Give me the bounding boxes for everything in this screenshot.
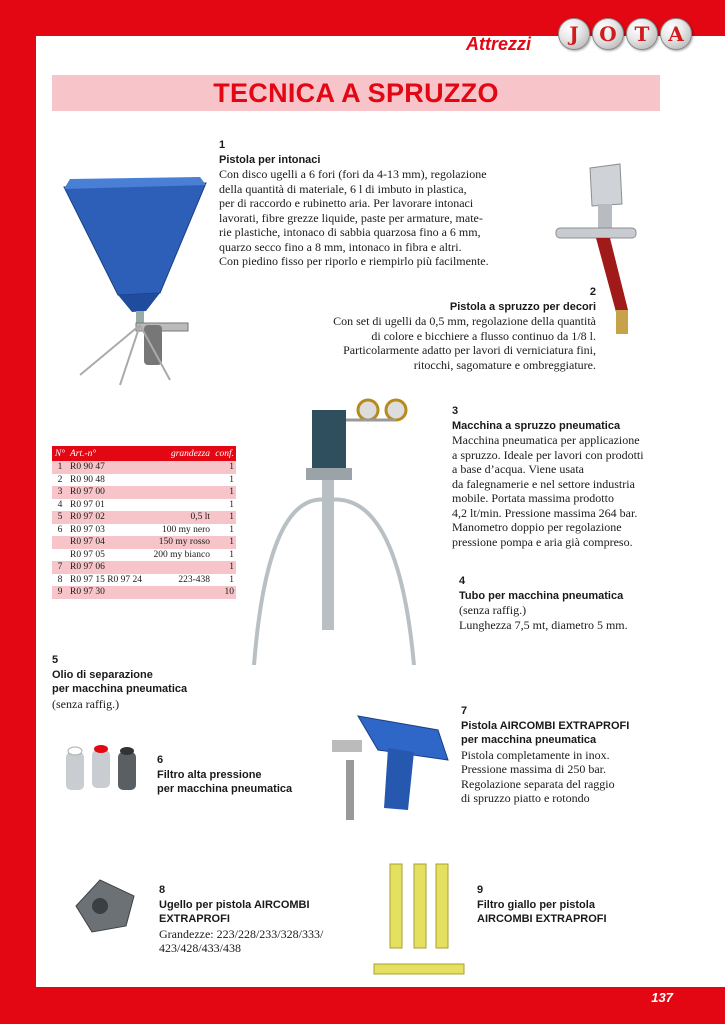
item-4	[459, 574, 669, 632]
cell-article: R0 97 30	[68, 586, 148, 599]
cell-number: 6	[57, 524, 63, 535]
table-row	[52, 561, 236, 574]
item-3	[452, 404, 682, 549]
item-2	[300, 285, 596, 372]
cell-number: 2	[57, 474, 63, 485]
item-1	[219, 138, 509, 269]
item-description: Pistola completamente in inox. Pressione massima di 250 bar. Regolazione separata del raggio di spruzzo piatto e rotondo	[461, 747, 615, 805]
cell-pack: 1	[212, 536, 236, 549]
table-header-row	[52, 446, 236, 461]
item-9	[477, 883, 657, 927]
cell-size	[148, 461, 212, 474]
cell-article: R0 97 04	[68, 536, 148, 549]
page-title: TECNICA A SPRUZZO	[213, 78, 499, 108]
cell-pack: 10	[212, 586, 236, 599]
cell-pack: 1	[229, 499, 234, 510]
item-description: (senza raffig.) Lunghezza 7,5 mt, diametro 5 mm.	[459, 603, 628, 632]
cell-pack: 1	[229, 474, 234, 485]
item-description: Macchina pneumatica per applicazione a spruzzo. Ideale per lavori con prodotti a base d’acqua. Viene usata da falegnamerie e nel settore industria mobile. Portata massima prodotto 4,2 lt/min. Pressione massima 264 bar. Manometro doppio per regolazione pressione pompa e aria già compreso.	[452, 433, 644, 549]
table-row	[52, 499, 236, 512]
item-number: 6	[157, 754, 164, 766]
logo-letter: O	[592, 18, 624, 50]
cell-pack: 1	[212, 486, 236, 499]
cell-article: R0 97 01	[70, 499, 105, 510]
item-7	[461, 704, 671, 806]
brand-logo	[558, 18, 692, 50]
cell-article: R0 97 06	[68, 561, 148, 574]
yellow-filter-illustration	[372, 860, 467, 980]
cell-article: R0 97 05	[70, 549, 105, 560]
item-name: Pistola per intonaci	[219, 153, 321, 166]
table-row	[52, 511, 236, 524]
article-table	[52, 446, 236, 599]
cell-size	[148, 586, 212, 599]
cell-pack: 1	[229, 549, 234, 560]
item-number: 4	[459, 575, 466, 587]
item-5	[52, 653, 222, 711]
cell-size	[148, 499, 212, 512]
logo-letter: J	[558, 18, 590, 50]
table-row	[52, 486, 236, 499]
cell-size: 150 my rosso	[148, 536, 212, 549]
item-6	[157, 753, 317, 797]
item-number: 1	[219, 139, 226, 151]
item-name: Olio di separazione per macchina pneumatica	[52, 668, 188, 695]
cell-article: R0 97 15 R0 97 24	[70, 574, 143, 585]
item-number: 9	[477, 884, 484, 896]
item-name: Filtro alta pressione per macchina pneumatica	[157, 768, 293, 795]
table-row	[52, 524, 236, 537]
cell-number: 9	[52, 586, 68, 599]
table-row	[52, 536, 236, 549]
cell-size: 0,5 lt	[148, 511, 212, 524]
cell-pack: 1	[212, 461, 236, 474]
cell-size	[148, 561, 212, 574]
cell-size: 100 my nero	[161, 524, 210, 535]
item-number: 8	[159, 884, 166, 896]
item-8	[159, 883, 359, 956]
aircombi-nozzle-illustration	[70, 876, 140, 936]
cell-pack: 1	[229, 524, 234, 535]
cell-number	[52, 549, 68, 562]
cell-article: R0 97 03	[70, 524, 105, 535]
pneumatic-sprayer-illustration	[248, 390, 418, 665]
table-row	[52, 474, 236, 487]
cell-article: R0 97 00	[68, 486, 148, 499]
cell-pack: 1	[212, 511, 236, 524]
item-name: Tubo per macchina pneumatica	[459, 589, 624, 602]
plaster-hopper-gun-illustration	[60, 175, 210, 400]
cell-pack: 1	[212, 561, 236, 574]
item-description: Con set di ugelli da 0,5 mm, regolazione della quantità di colore e bicchiere a flusso continuo da 1/8 l. Particolarmente adatto per lavori di verniciatura fini, ritocchi, sagomature e ombreggiature.	[333, 314, 596, 372]
item-name: Ugello per pistola AIRCOMBI EXTRAPROFI	[159, 898, 310, 925]
footer-bar	[0, 987, 725, 1024]
col-number: N°	[52, 446, 68, 461]
page-number: 137	[651, 990, 673, 1005]
cell-number: 4	[57, 499, 63, 510]
section-label: Attrezzi	[466, 34, 532, 54]
item-name: Pistola AIRCOMBI EXTRAPROFI per macchina pneumatica	[461, 719, 630, 746]
cell-number: 7	[52, 561, 68, 574]
cell-size	[148, 474, 212, 487]
aircombi-gun-illustration	[318, 700, 458, 835]
item-number: 5	[52, 654, 59, 666]
item-name: Filtro giallo per pistola AIRCOMBI EXTRAPROFI	[477, 898, 607, 925]
col-article: Art.-n°	[68, 446, 148, 461]
table-row	[52, 549, 236, 562]
table-row	[52, 586, 236, 599]
cell-size: 223-438	[178, 574, 210, 585]
cell-number: 5	[52, 511, 68, 524]
item-number: 2	[589, 286, 596, 298]
cell-size	[148, 486, 212, 499]
item-description: Grandezze: 223/228/233/328/333/ 423/428/433/438	[159, 926, 324, 955]
cell-pack: 1	[229, 574, 234, 585]
item-description: Con disco ugelli a 6 fori (fori da 4-13 mm), regolazione della quantità di materiale, 6 l di imbuto in plastica, per di raccordo e rubinetto aria. Per lavorare intonaci lavorati, fibre grezze liquide, paste per armature, mate- rie plastiche, intonaco di sabbia quarzosa fino a 6 mm, quarzo secco fino a 8 mm, intonaco in fibra e altri. Con piedino fisso per riporlo e riempirlo più facilmente.	[219, 167, 489, 268]
cell-article: R0 97 02	[68, 511, 148, 524]
item-number: 7	[461, 705, 468, 717]
logo-letter: A	[660, 18, 692, 50]
col-pack: conf.	[212, 446, 236, 461]
item-name: Macchina a spruzzo pneumatica	[452, 419, 621, 432]
cell-number: 3	[52, 486, 68, 499]
item-description: (senza raffig.)	[52, 696, 120, 711]
cell-number: 8	[57, 574, 63, 585]
cell-number: 1	[52, 461, 68, 474]
cell-article: R0 90 48	[70, 474, 105, 485]
table-row	[52, 574, 236, 587]
cell-article: R0 90 47	[68, 461, 148, 474]
high-pressure-filters-illustration	[62, 740, 142, 795]
item-name: Pistola a spruzzo per decori	[449, 300, 596, 313]
cell-size: 200 my bianco	[153, 549, 210, 560]
table-row	[52, 461, 236, 474]
logo-letter: T	[626, 18, 658, 50]
item-number: 3	[452, 405, 459, 417]
cell-number	[52, 536, 68, 549]
col-size: grandezza	[148, 446, 212, 461]
